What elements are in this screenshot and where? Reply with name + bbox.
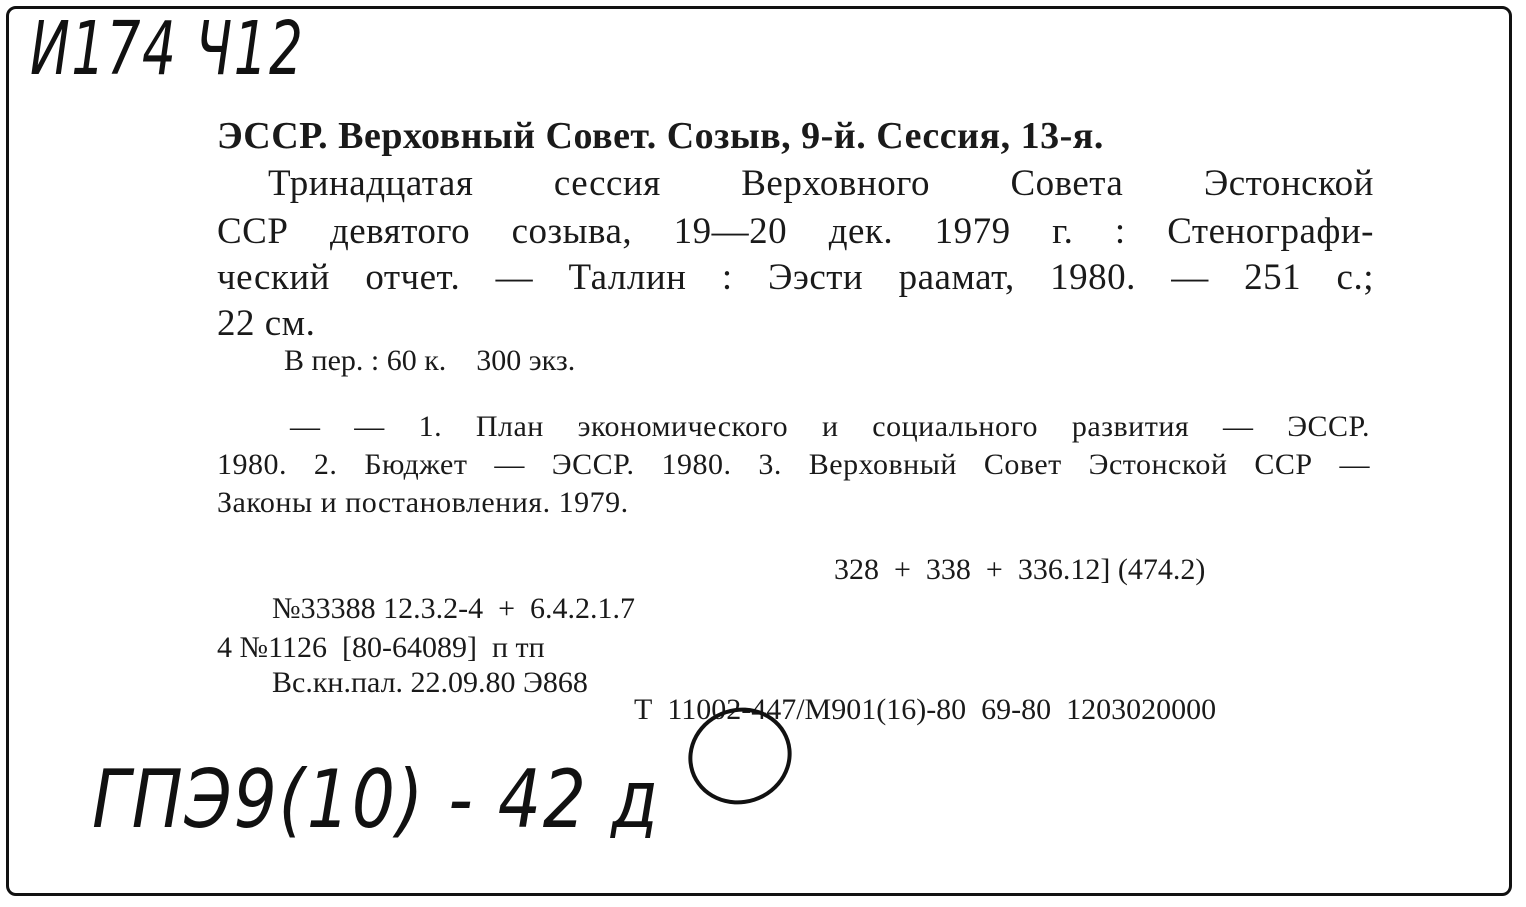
subjects-line-2: 1980. 2. Бюджет — ЭССР. 1980. 3. Верховный Совет Эстонской ССР — xyxy=(217,448,1370,481)
code-line-3: Вс.кн.пал. 22.09.80 Э868 xyxy=(272,666,588,699)
subjects-line-1: — — 1. План экономического и социального развития — ЭССР. xyxy=(290,410,1370,443)
handwritten-inventory-number: ГПЭ9(10) - 42 д xyxy=(92,753,660,846)
title-line-4: 22 см. xyxy=(217,303,316,344)
code-line-2: 4 №1126 [80-64089] п тп xyxy=(217,631,545,664)
price-line: В пер. : 60 к. 300 экз. xyxy=(284,344,576,377)
record-heading: ЭССР. Верховный Совет. Созыв, 9-й. Сессия, 13-я. xyxy=(217,115,1104,157)
classification-index: 328 + 338 + 336.12] (474.2) xyxy=(834,553,1206,586)
subjects-line-3: Законы и постановления. 1979. xyxy=(217,486,629,519)
title-line-1: Тринадцатая сессия Верховного Совета Эстонской xyxy=(268,163,1374,204)
code-line-4: Т 11002-447/М901(16)-80 69-80 1203020000 xyxy=(634,693,1217,726)
title-line-2: ССР девятого созыва, 19—20 дек. 1979 г. : Стенографи- xyxy=(217,211,1374,252)
title-line-3: ческий отчет. — Таллин : Ээсти раамат, 1980. — 251 с.; xyxy=(217,257,1374,298)
code-line-1: №33388 12.3.2-4 + 6.4.2.1.7 xyxy=(272,592,636,625)
handwritten-shelfmark: И174 Ч12 xyxy=(30,6,305,92)
